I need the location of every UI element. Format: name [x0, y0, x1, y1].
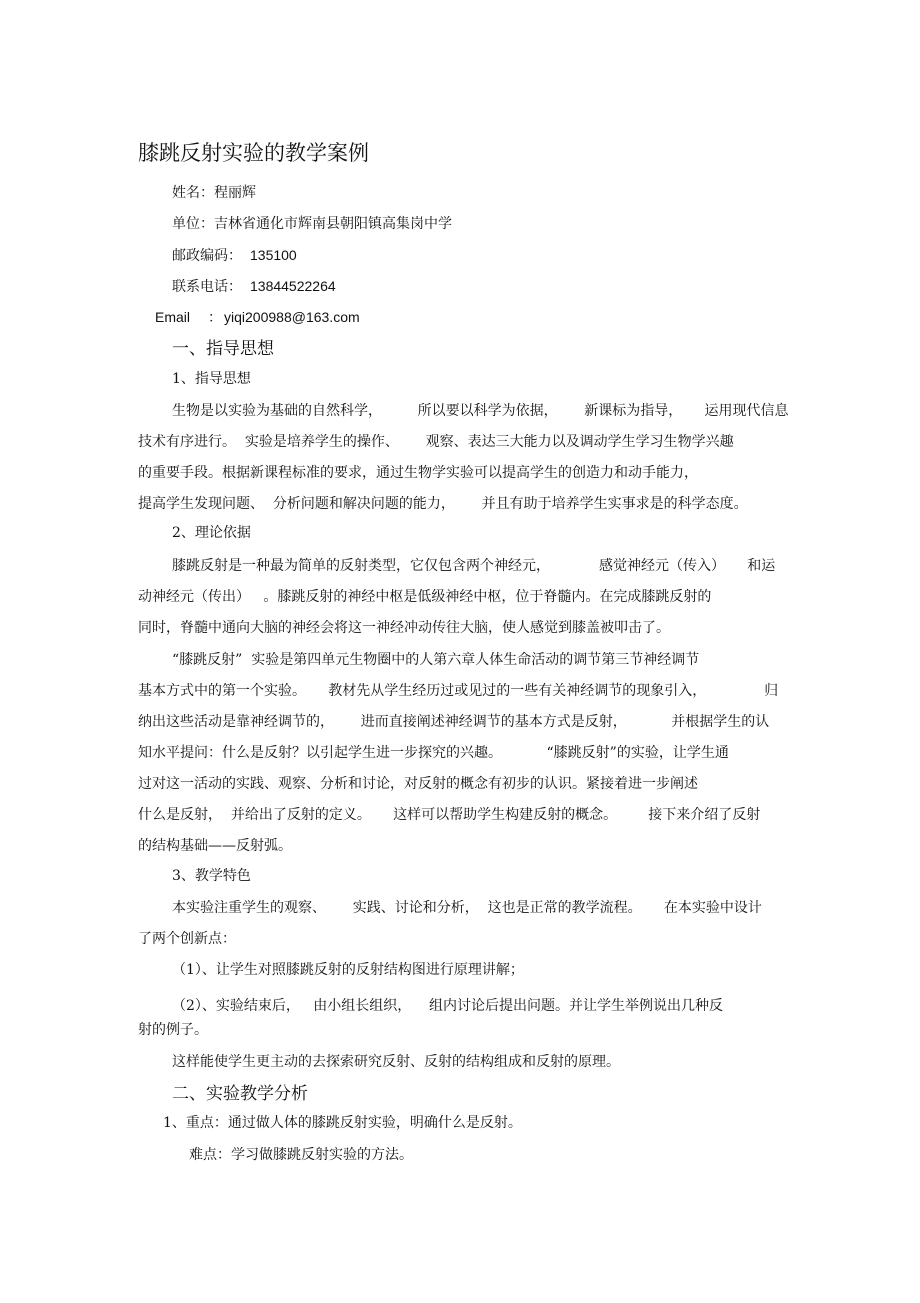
phone-label: 联系电话：	[172, 279, 242, 295]
paragraph-line: 纳出这些活动是靠神经调节的， 进而直接阐述神经调节的基本方式是反射， 并根据学生的认	[138, 714, 770, 730]
paragraph-line: “膝跳反射” 实验是第四单元生物圈中的人第六章人体生命活动的调节第三节神经调节	[172, 652, 700, 668]
paragraph-line: 知水平提问：什么是反射？以引起学生进一步探究的兴趣。 “膝跳反射”的实验，让学生通	[138, 745, 729, 761]
paragraph-line: 提高学生发现问题、 分析问题和解决问题的能力， 并且有助于培养学生实事求是的科学态度。	[138, 496, 748, 512]
paragraph-line: 什么是反射， 并给出了反射的定义。 这样可以帮助学生构建反射的概念。 接下来介绍了反射	[138, 807, 761, 823]
document-title: 膝跳反射实验的教学案例	[138, 141, 369, 165]
paragraph-line: 过对这一活动的实践、观察、分析和讨论，对反射的概念有初步的认识。紧接着进一步阐述	[138, 776, 698, 792]
postcode-value: 135100	[250, 247, 297, 263]
paragraph-line: 射的例子。	[138, 1022, 208, 1038]
email-line	[155, 308, 360, 327]
author-name: 姓名：程丽辉	[172, 185, 256, 201]
difficulty-line: 难点：学习做膝跳反射实验的方法。	[189, 1147, 413, 1163]
key-point-line: 1、重点：通过做人体的膝跳反射实验，明确什么是反射。	[163, 1115, 522, 1131]
postcode-line	[172, 246, 297, 265]
email-value: yiqi200988@163.com	[224, 309, 360, 325]
section1-heading: 一、指导思想	[172, 339, 274, 359]
paragraph-line: 基本方式中的第一个实验。 教材先从学生经历过或见过的一些有关神经调节的现象引入， 归	[138, 683, 779, 699]
paragraph-line: 技术有序进行。 实验是培养学生的操作、 观察、表达三大能力以及调动学生学习生物学兴趣	[138, 434, 734, 450]
phone-line	[172, 277, 336, 296]
email-label: Email	[155, 309, 191, 325]
paragraph-line: 动神经元（传出） 。膝跳反射的神经中枢是低级神经中枢，位于脊髓内。在完成膝跳反射的	[138, 589, 712, 605]
postcode-label: 邮政编码：	[172, 248, 242, 264]
paragraph-line: 膝跳反射是一种最为简单的反射类型，它仅包含两个神经元， 感觉神经元（传入） 和运	[172, 558, 776, 574]
email-separator: ：	[208, 310, 223, 326]
phone-value: 13844522264	[250, 278, 336, 294]
section2-heading: 二、实验教学分析	[172, 1084, 308, 1104]
sub3-heading: 3、教学特色	[172, 868, 251, 884]
author-unit: 单位：吉林省通化市辉南县朝阳镇高集岗中学	[172, 216, 452, 232]
sub2-heading: 2、理论依据	[172, 525, 251, 541]
paragraph-line: 的重要手段。根据新课程标准的要求，通过生物学实验可以提高学生的创造力和动手能力，	[138, 465, 698, 481]
paragraph-line: 同时，脊髓中通向大脑的神经会将这一神经冲动传往大脑，使人感觉到膝盖被叩击了。	[138, 620, 670, 636]
innovation-point-1: （1）、让学生对照膝跳反射的反射结构图进行原理讲解；	[172, 962, 524, 978]
paragraph-line: 的结构基础——反射弧。	[138, 838, 292, 854]
paragraph-line: 这样能使学生更主动的去探索研究反射、反射的结构组成和反射的原理。	[172, 1054, 620, 1070]
paragraph-line: 生物是以实验为基础的自然科学， 所以要以科学为依据， 新课标为指导， 运用现代信息	[172, 403, 789, 419]
sub1-heading: 1、指导思想	[172, 371, 251, 387]
paragraph-line: 本实验注重学生的观察、 实践、讨论和分析， 这也是正常的教学流程。 在本实验中设计	[172, 900, 762, 916]
paragraph-line: 了两个创新点：	[138, 931, 236, 947]
innovation-point-2: （2）、实验结束后， 由小组长组织， 组内讨论后提出问题。并让学生举例说出几种反	[172, 998, 724, 1014]
